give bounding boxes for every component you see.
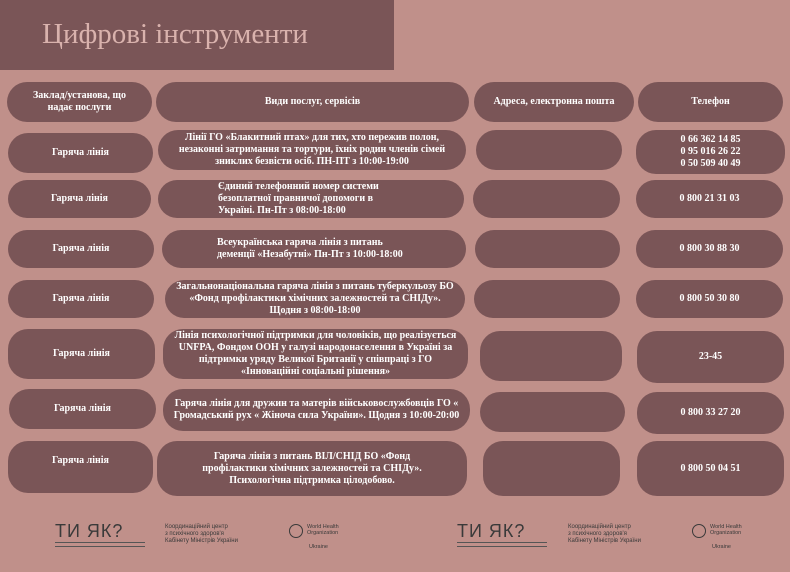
header-phone: Телефон — [638, 82, 783, 122]
tiyak-logo: ТИ ЯК? — [55, 521, 123, 542]
row-5-institution: Гаряча лінія — [8, 329, 155, 379]
row-7-institution: Гаряча лінія — [8, 441, 153, 493]
page-title: Цифрові інструменти — [42, 18, 308, 50]
row-6-phone: 0 800 33 27 20 — [637, 392, 784, 434]
row-2-services: Єдиний телефонний номер системи безоплатної правничої допомоги в Україні. Пн-Пт з 08:00-18:00 — [158, 180, 464, 218]
row-4-services: Загальнонаціональна гаряча лінія з питань туберкульозу БО «Фонд профілактики хімічних залежностей та СНІДу». Щодня з 08:00-18:00 — [165, 280, 465, 318]
header-address: Адреса, електронна пошта — [474, 82, 634, 122]
row-4-phone: 0 800 50 30 80 — [636, 280, 783, 318]
row-5-services: Лінія психологічної підтримки для чоловіків, що реалізується UNFPA, Фондом ООН у галузі народонаселення в Україні за підтримки уряду Великої Британії у співпраці з ГО «Інноваційні соціальні рішення» — [163, 329, 468, 379]
coordination-center-logo: Координаційний центр з психічного здоров'я Кабінету Міністрів України — [165, 524, 238, 544]
footer — [0, 515, 790, 572]
row-5-phone: 23-45 — [637, 331, 784, 383]
who-emblem-icon — [289, 524, 303, 538]
row-1-services: Лінії ГО «Блакитний птах» для тих, хто пережив полон, незаконні затримання та тортури, їхніх родин членів сімей зниклих безвісти осіб. ПН-ПТ з 10:00-19:00 — [158, 130, 466, 170]
row-2-address — [473, 180, 620, 218]
row-1-phone: 0 66 362 14 85 0 95 016 26 22 0 50 509 40 49 — [636, 130, 785, 174]
header-institution: Заклад/установа, що надає послуги — [7, 82, 152, 122]
who-logo: World Health Organization Ukraine — [289, 524, 349, 554]
row-3-institution: Гаряча лінія — [8, 230, 154, 268]
row-2-institution: Гаряча лінія — [8, 180, 151, 218]
row-4-address — [474, 280, 620, 318]
row-7-services: Гаряча лінія з питань ВІЛ/СНІД БО «Фонд профілактики хімічних залежностей та СНІДу». Психологічна підтримка цілодобово. — [157, 441, 467, 496]
row-6-services: Гаряча лінія для дружин та матерів військовослужбовців ГО « Громадський рух « Жіноча сила України». Щодня з 10:00-20:00 — [163, 389, 470, 431]
header-services: Види послуг, сервісів — [156, 82, 469, 122]
row-3-address — [475, 230, 620, 268]
row-7-address — [483, 441, 620, 496]
row-1-address — [476, 130, 622, 170]
coordination-center-logo-2: Координаційний центр з психічного здоров'я Кабінету Міністрів України — [568, 524, 641, 544]
tiyak-logo-2: ТИ ЯК? — [457, 521, 525, 542]
row-7-phone: 0 800 50 04 51 — [637, 441, 784, 496]
row-4-institution: Гаряча лінія — [8, 280, 154, 318]
row-6-address — [480, 392, 625, 432]
row-3-services: Всеукраїнська гаряча лінія з питань деменції «Незабутні» Пн-Пт з 10:00-18:00 — [162, 230, 466, 268]
row-6-institution: Гаряча лінія — [9, 389, 156, 429]
row-1-institution: Гаряча лінія — [8, 133, 153, 173]
row-5-address — [480, 331, 622, 381]
title-box — [0, 0, 394, 70]
who-logo-2: World Health Organization Ukraine — [692, 524, 752, 554]
row-3-phone: 0 800 30 88 30 — [636, 230, 783, 268]
row-2-phone: 0 800 21 31 03 — [636, 180, 783, 218]
who-emblem-icon — [692, 524, 706, 538]
